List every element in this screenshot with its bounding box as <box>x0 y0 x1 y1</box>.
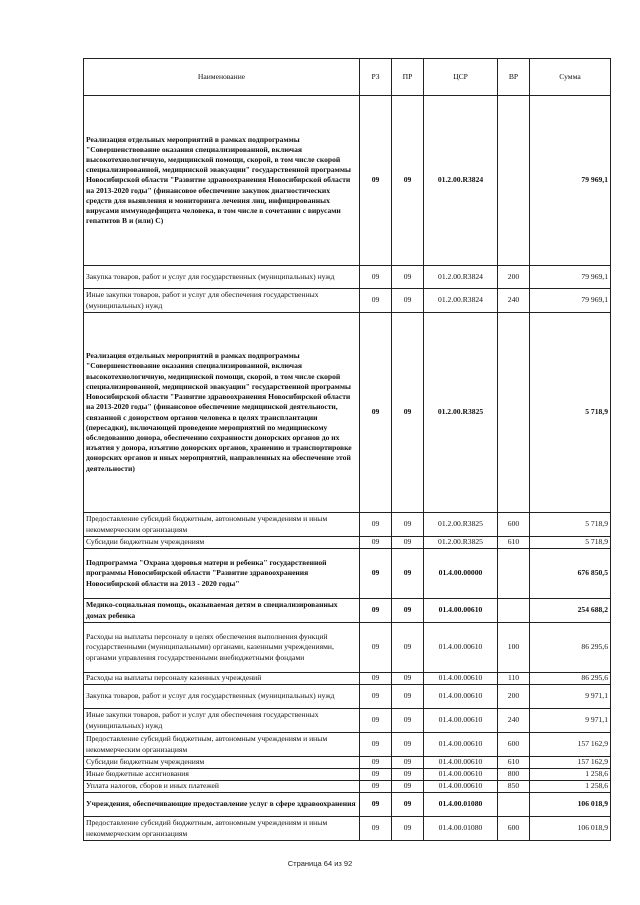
row-sum: 9 971,1 <box>530 685 611 709</box>
row-rz: 09 <box>360 549 392 599</box>
row-name: Расходы на выплаты персоналу в целях обеспечения выполнения функций государственными (муниципальными) органами, казенными учреждениями, органами управления государственными внебюджетными фондами <box>84 623 360 673</box>
table-row <box>84 623 611 673</box>
row-vr: 600 <box>498 513 530 537</box>
row-rz: 09 <box>360 781 392 793</box>
row-vr: 610 <box>498 757 530 769</box>
row-csr: 01.2.00.R3824 <box>424 96 498 266</box>
row-rz: 09 <box>360 685 392 709</box>
row-name: Медико-социальная помощь, оказываемая детям в специализированных домах ребенка <box>84 599 360 623</box>
page-number: Страница 64 из 92 <box>287 859 353 868</box>
header-row <box>84 59 611 96</box>
table-row <box>84 769 611 781</box>
row-name: Субсидии бюджетным учреждениям <box>84 537 360 549</box>
row-name: Учреждения, обеспечивающие предоставление услуг в сфере здравоохранения <box>84 793 360 817</box>
row-csr: 01.4.00.00610 <box>424 769 498 781</box>
row-sum: 86 295,6 <box>530 673 611 685</box>
row-name: Иные закупки товаров, работ и услуг для обеспечения государственных (муниципальных) нужд <box>84 709 360 733</box>
row-vr: 600 <box>498 733 530 757</box>
row-sum: 9 971,1 <box>530 709 611 733</box>
row-vr: 600 <box>498 817 530 841</box>
row-rz: 09 <box>360 266 392 289</box>
row-rz: 09 <box>360 513 392 537</box>
row-vr: 610 <box>498 537 530 549</box>
row-sum: 254 688,2 <box>530 599 611 623</box>
row-name: Предоставление субсидий бюджетным, автономным учреждениям и иным некоммерческим организациям <box>84 733 360 757</box>
row-csr: 01.4.00.01080 <box>424 793 498 817</box>
row-name: Предоставление субсидий бюджетным, автономным учреждениям и иным некоммерческим организациям <box>84 817 360 841</box>
row-rz: 09 <box>360 769 392 781</box>
row-name: Расходы на выплаты персоналу казенных учреждений <box>84 673 360 685</box>
row-pr: 09 <box>392 685 424 709</box>
row-rz: 09 <box>360 623 392 673</box>
row-vr: 850 <box>498 781 530 793</box>
row-vr: 110 <box>498 673 530 685</box>
row-pr: 09 <box>392 599 424 623</box>
row-csr: 01.2.00.R3824 <box>424 289 498 313</box>
table-row <box>84 733 611 757</box>
row-pr: 09 <box>392 709 424 733</box>
row-name: Иные бюджетные ассигнования <box>84 769 360 781</box>
row-sum: 157 162,9 <box>530 733 611 757</box>
row-rz: 09 <box>360 817 392 841</box>
row-sum: 5 718,9 <box>530 513 611 537</box>
row-sum: 79 969,1 <box>530 289 611 313</box>
row-pr: 09 <box>392 289 424 313</box>
row-vr: 800 <box>498 769 530 781</box>
row-csr: 01.4.00.00610 <box>424 673 498 685</box>
row-csr: 01.4.00.00610 <box>424 685 498 709</box>
row-rz: 09 <box>360 537 392 549</box>
row-vr <box>498 599 530 623</box>
row-csr: 01.4.00.00610 <box>424 757 498 769</box>
row-pr: 09 <box>392 313 424 513</box>
table-row <box>84 685 611 709</box>
table-row <box>84 537 611 549</box>
row-csr: 01.4.00.00610 <box>424 709 498 733</box>
row-name: Предоставление субсидий бюджетным, автономным учреждениям и иным некоммерческим организациям <box>84 513 360 537</box>
row-pr: 09 <box>392 623 424 673</box>
row-rz: 09 <box>360 709 392 733</box>
row-vr: 240 <box>498 709 530 733</box>
row-pr: 09 <box>392 537 424 549</box>
table-row <box>84 793 611 817</box>
row-vr <box>498 313 530 513</box>
row-vr <box>498 96 530 266</box>
table-row <box>84 266 611 289</box>
row-name: Иные закупки товаров, работ и услуг для обеспечения государственных (муниципальных) нужд <box>84 289 360 313</box>
table-row <box>84 549 611 599</box>
row-pr: 09 <box>392 549 424 599</box>
row-pr: 09 <box>392 96 424 266</box>
row-pr: 09 <box>392 733 424 757</box>
row-sum: 79 969,1 <box>530 96 611 266</box>
row-sum: 5 718,9 <box>530 537 611 549</box>
row-rz: 09 <box>360 673 392 685</box>
table-row <box>84 513 611 537</box>
row-vr <box>498 793 530 817</box>
table-row <box>84 289 611 313</box>
row-name: Реализация отдельных мероприятий в рамках подпрограммы "Совершенствование оказания специализированной, включая высокотехнологичную, медицинской помощи, скорой, в том числе скорой специализированной, медицинской эвакуации" государственной программы Новосибирской области "Развитие здравоохранения Новосибирской области на 2013-2020 годы" (финансовое обеспечение закупок диагностических средств для выявления и мониторинга лечения лиц, инфицированных вирусами иммунодефицита человека, в том числе в сочетании с вирусами гепатитов В и (или) С) <box>84 96 360 266</box>
row-name: Закупка товаров, работ и услуг для государственных (муниципальных) нужд <box>84 685 360 709</box>
row-csr: 01.2.00.R3825 <box>424 537 498 549</box>
row-sum: 79 969,1 <box>530 266 611 289</box>
row-csr: 01.2.00.R3824 <box>424 266 498 289</box>
row-pr: 09 <box>392 793 424 817</box>
header-csr: ЦСР <box>424 59 498 96</box>
table-row <box>84 709 611 733</box>
row-pr: 09 <box>392 266 424 289</box>
row-pr: 09 <box>392 757 424 769</box>
row-vr <box>498 549 530 599</box>
row-name: Закупка товаров, работ и услуг для государственных (муниципальных) нужд <box>84 266 360 289</box>
table-row <box>84 96 611 266</box>
table-row <box>84 673 611 685</box>
row-rz: 09 <box>360 313 392 513</box>
table-row <box>84 781 611 793</box>
table-row <box>84 313 611 513</box>
header-name: Наименование <box>84 59 360 96</box>
header-vr: ВР <box>498 59 530 96</box>
row-pr: 09 <box>392 781 424 793</box>
row-name: Реализация отдельных мероприятий в рамках подпрограммы "Совершенствование оказания специализированной, включая высокотехнологичную, медицинской помощи, скорой, в том числе скорой специализированной, медицинской эвакуации" государственной программы Новосибирской области "Развитие здравоохранения Новосибирской области на 2013-2020 годы" (финансовое обеспечение медицинской деятельности, связанной с донорством органов человека в целях трансплантации (пересадки), включающей проведение мероприятий по медицинскому обследованию донора, обеспечению сохранности донорских органов до их изъятия у донора, изъятию донорских органов, хранению и транспортировке донорских органов и иных мероприятий, направленных на обеспечение этой деятельности) <box>84 313 360 513</box>
row-rz: 09 <box>360 289 392 313</box>
table-row <box>84 757 611 769</box>
row-vr: 200 <box>498 266 530 289</box>
row-csr: 01.4.00.01080 <box>424 817 498 841</box>
row-csr: 01.4.00.00610 <box>424 599 498 623</box>
row-csr: 01.4.00.00610 <box>424 781 498 793</box>
row-pr: 09 <box>392 513 424 537</box>
table-row <box>84 599 611 623</box>
row-csr: 01.4.00.00610 <box>424 623 498 673</box>
row-sum: 1 258,6 <box>530 769 611 781</box>
row-csr: 01.2.00.R3825 <box>424 313 498 513</box>
row-sum: 106 018,9 <box>530 793 611 817</box>
row-rz: 09 <box>360 757 392 769</box>
row-rz: 09 <box>360 96 392 266</box>
row-sum: 1 258,6 <box>530 781 611 793</box>
row-name: Субсидии бюджетным учреждениям <box>84 757 360 769</box>
row-name: Подпрограмма "Охрана здоровья матери и ребенка" государственной программы Новосибирской области "Развитие здравоохранения Новосибирской области на 2013 - 2020 годы" <box>84 549 360 599</box>
row-pr: 09 <box>392 817 424 841</box>
row-rz: 09 <box>360 599 392 623</box>
row-csr: 01.2.00.R3825 <box>424 513 498 537</box>
row-vr: 240 <box>498 289 530 313</box>
row-pr: 09 <box>392 673 424 685</box>
header-sum: Сумма <box>530 59 611 96</box>
row-name: Уплата налогов, сборов и иных платежей <box>84 781 360 793</box>
budget-table <box>83 58 611 841</box>
header-rz: РЗ <box>360 59 392 96</box>
header-pr: ПР <box>392 59 424 96</box>
row-sum: 676 850,5 <box>530 549 611 599</box>
row-sum: 106 018,9 <box>530 817 611 841</box>
row-pr: 09 <box>392 769 424 781</box>
row-sum: 5 718,9 <box>530 313 611 513</box>
row-sum: 86 295,6 <box>530 623 611 673</box>
table-row <box>84 817 611 841</box>
row-vr: 100 <box>498 623 530 673</box>
row-vr: 200 <box>498 685 530 709</box>
row-rz: 09 <box>360 793 392 817</box>
row-csr: 01.4.00.00610 <box>424 733 498 757</box>
row-sum: 157 162,9 <box>530 757 611 769</box>
row-rz: 09 <box>360 733 392 757</box>
row-csr: 01.4.00.00000 <box>424 549 498 599</box>
